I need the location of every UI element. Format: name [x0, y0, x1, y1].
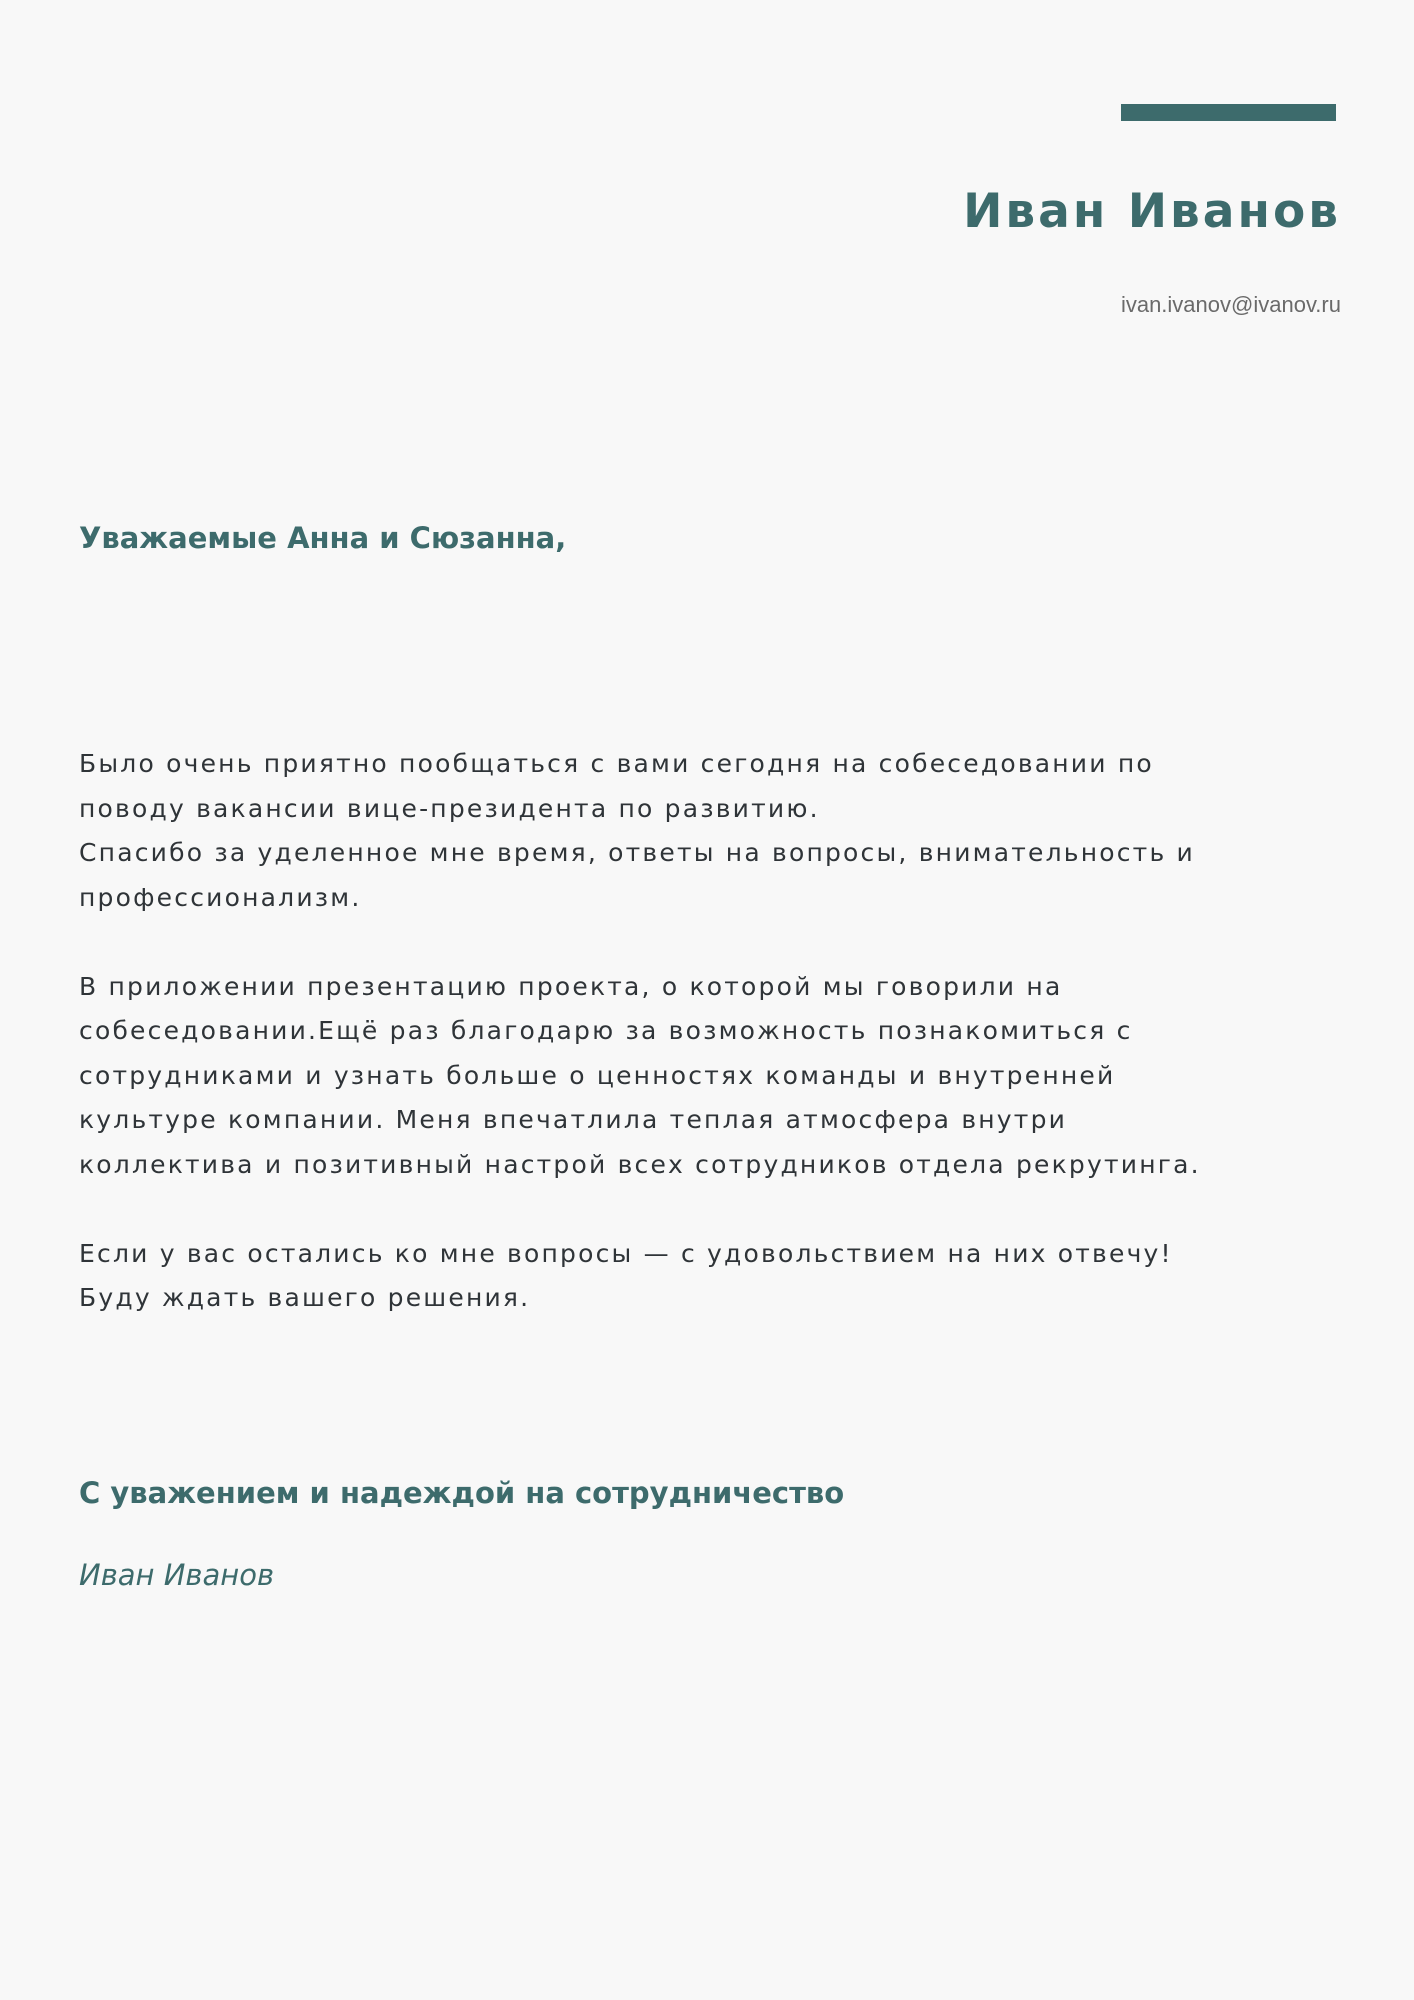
letter-body [79, 742, 1339, 1321]
letter-closing: С уважением и надеждой на сотрудничество [79, 1476, 845, 1510]
letter-signature: Иван Иванов [79, 1558, 275, 1592]
letter-paragraph-3 [79, 1232, 1339, 1321]
body-line: Если у вас остались ко мне вопросы — с удовольствием на них отвечу! [79, 1238, 1173, 1268]
body-line: коллектива и позитивный настрой всех сотрудников отдела рекрутинга. [79, 1149, 1201, 1179]
body-line: поводу вакансии вице-президента по развитию. [79, 793, 820, 823]
body-line: профессионализм. [79, 882, 362, 912]
letter-greeting: Уважаемые Анна и Сюзанна, [79, 521, 567, 555]
letter-paragraph-2 [79, 965, 1339, 1188]
sender-email: ivan.ivanov@ivanov.ru [1120, 292, 1341, 317]
body-line: Спасибо за уделенное мне время, ответы на вопросы, внимательность и [79, 838, 1195, 867]
body-line: Было очень приятно пообщаться с вами сегодня на собеседовании по [79, 749, 1154, 778]
body-line: культуре компании. Меня впечатлила теплая атмосфера внутри [79, 1105, 1068, 1134]
body-line: В приложении презентацию проекта, о которой мы говорили на [79, 971, 1063, 1001]
letter-paragraph-1 [79, 742, 1339, 920]
body-line: собеседовании.Ещё раз благодарю за возможность познакомиться с [79, 1016, 1133, 1045]
body-line: сотрудниками и узнать больше о ценностях команды и внутренней [79, 1060, 1116, 1090]
body-line: Буду ждать вашего решения. [79, 1283, 531, 1312]
sender-name: Иван Иванов [963, 184, 1341, 239]
header-accent-bar [1121, 104, 1336, 121]
